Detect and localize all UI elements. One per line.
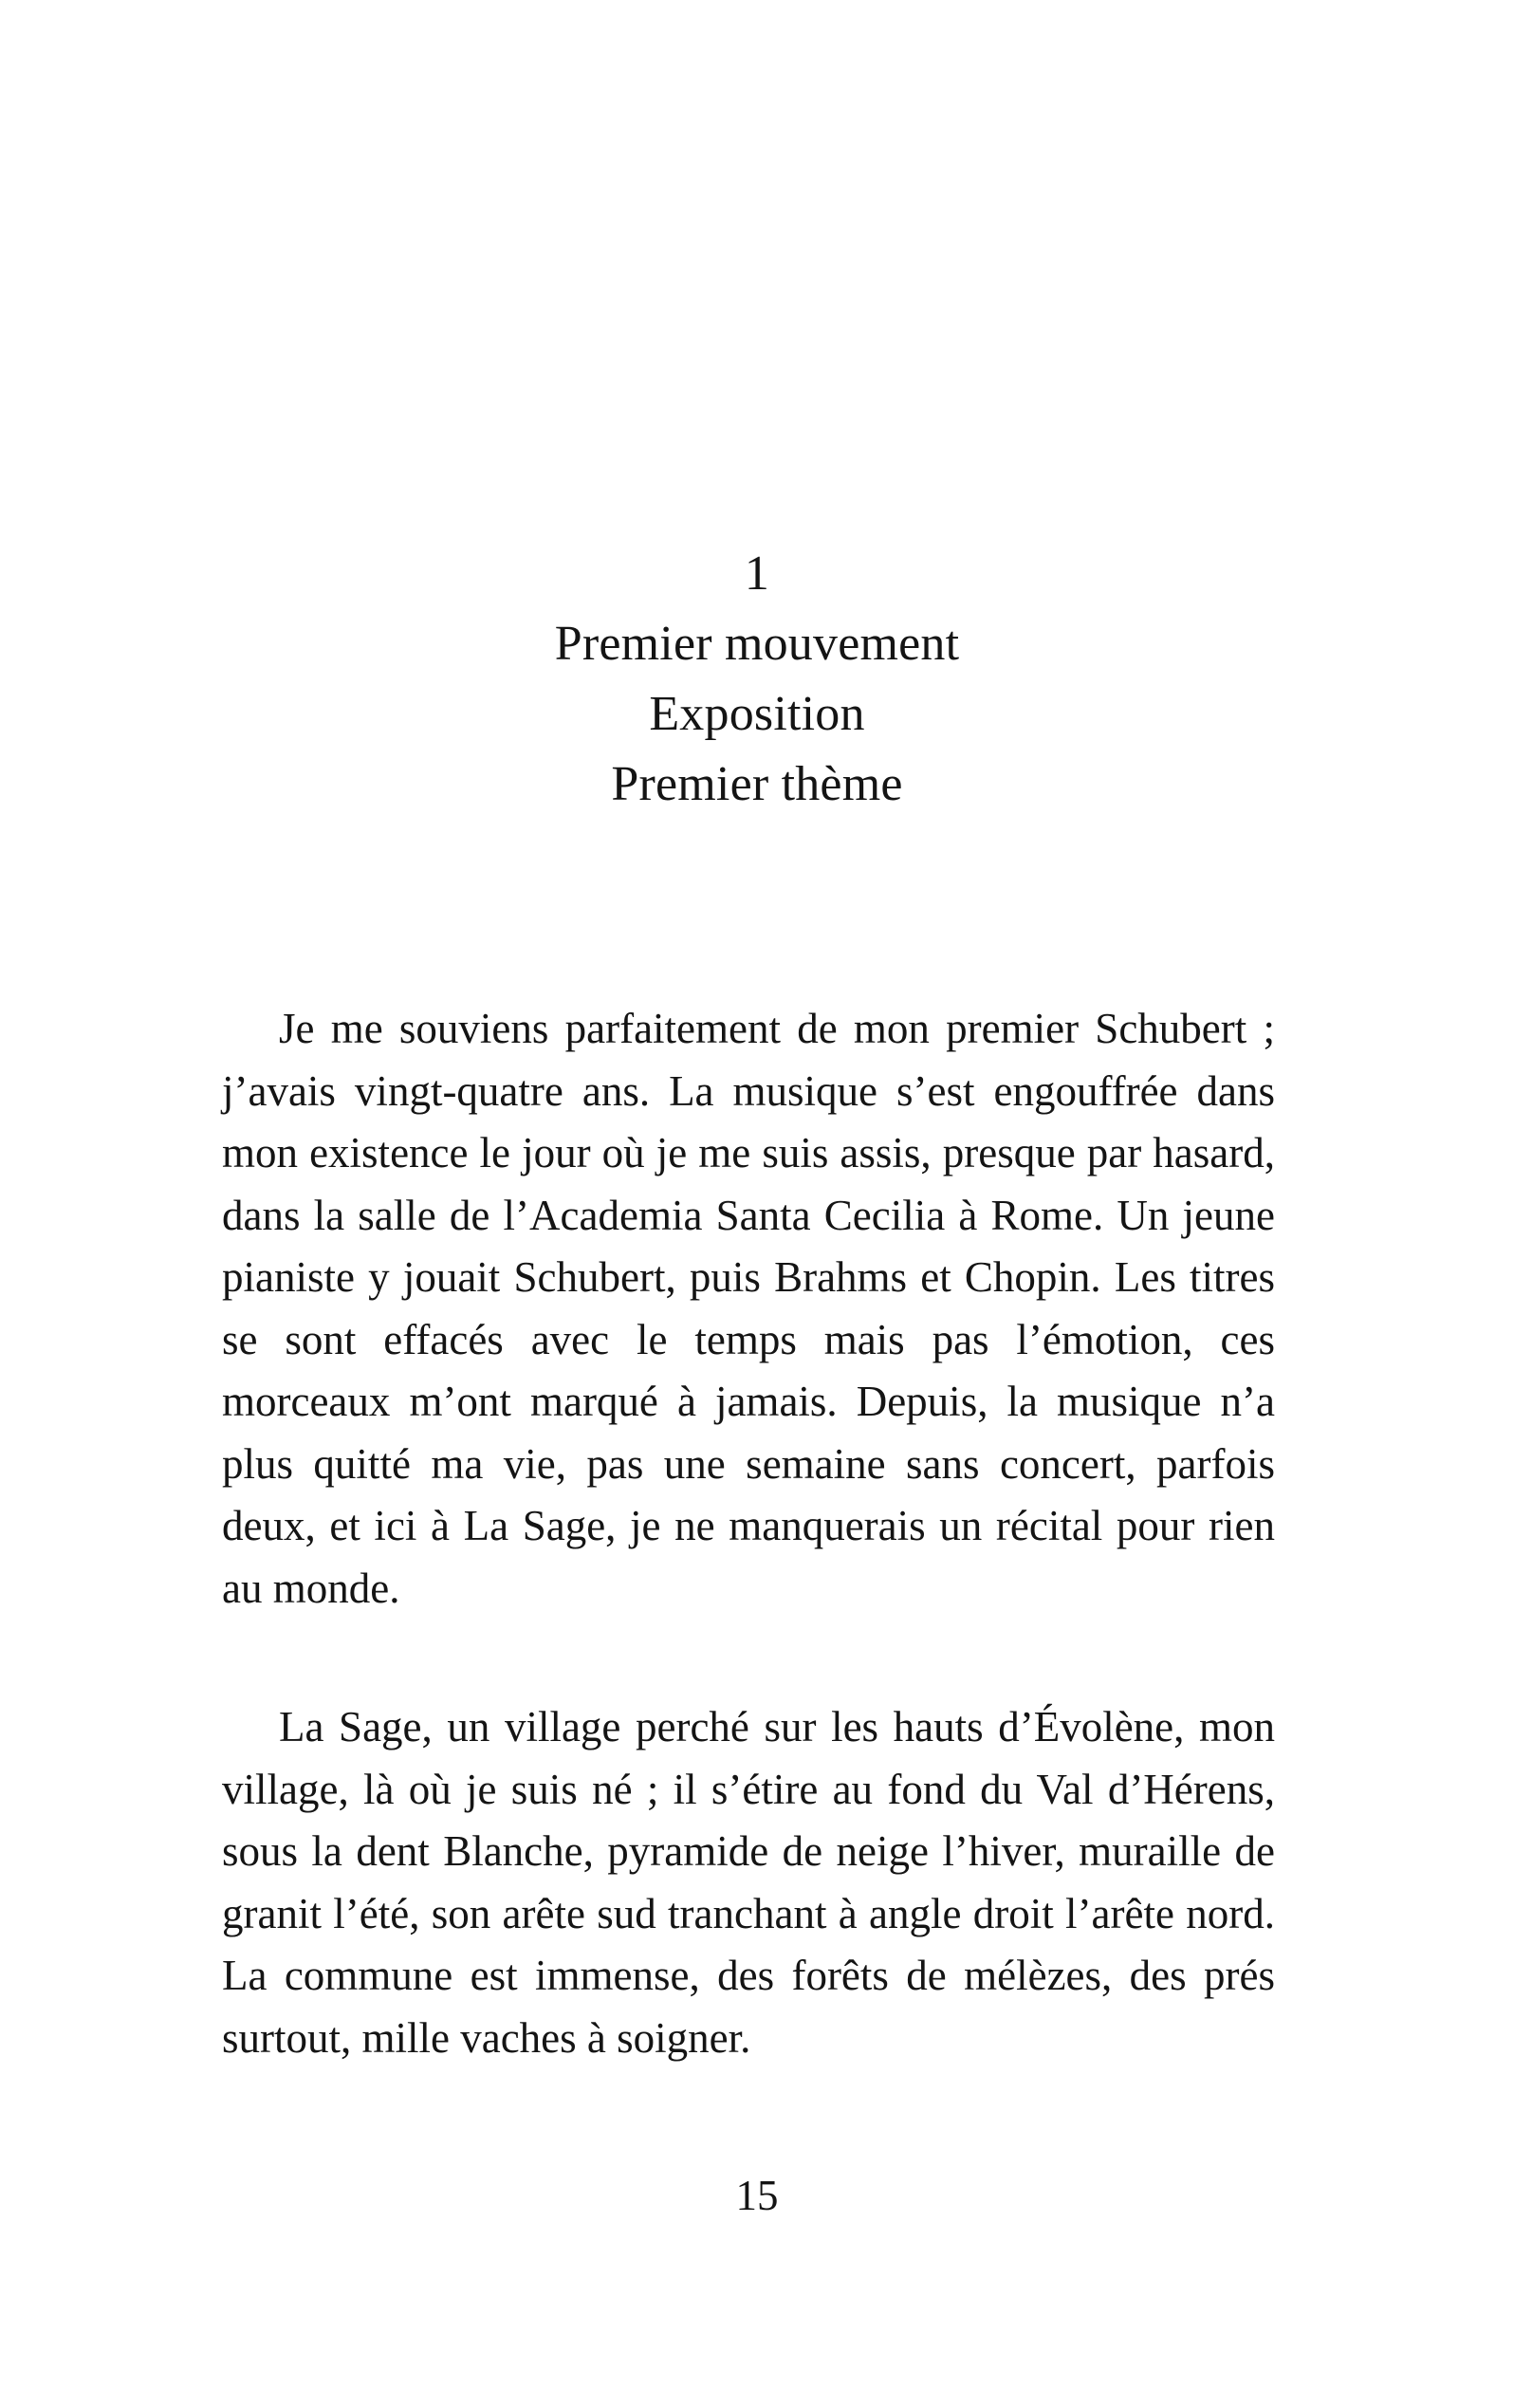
chapter-heading [0,539,1514,820]
body-paragraph-1: Je me souviens parfaitement de mon premier Schubert ; j’avais vingt-quatre ans. La musique s’est engouffrée dans mon existence le jour où je me suis assis, presque par hasard, dans la salle de l’Academia Santa Cecilia à Rome. Un jeune pianiste y jouait Schubert, puis Brahms et Chopin. Les titres se sont effacés avec le temps mais pas l’émotion, ces morceaux m’ont marqué à jamais. Depuis, la musique n’a plus quitté ma vie, pas une semaine sans concert, parfois deux, et ici à La Sage, je ne manquerais un récital pour rien au monde. [222,1005,1275,1612]
page-number: 15 [735,2172,779,2219]
chapter-title-line-1: Premier mouvement [554,617,960,671]
chapter-title-line-2: Exposition [649,687,865,741]
chapter-title-line-3: Premier thème [611,757,903,811]
body-paragraph-2: La Sage, un village perché sur les hauts d’Évolène, mon village, là où je suis né ; il s’étire au fond du Val d’Hérens, sous la dent Blanche, pyramide de neige l’hiver, muraille de granit l’été, son arête sud tranchant à angle droit l’arête nord. La commune est immense, des forêts de mélèzes, des prés surtout, mille vaches à soigner. [222,1703,1275,2062]
chapter-number: 1 [744,546,770,601]
